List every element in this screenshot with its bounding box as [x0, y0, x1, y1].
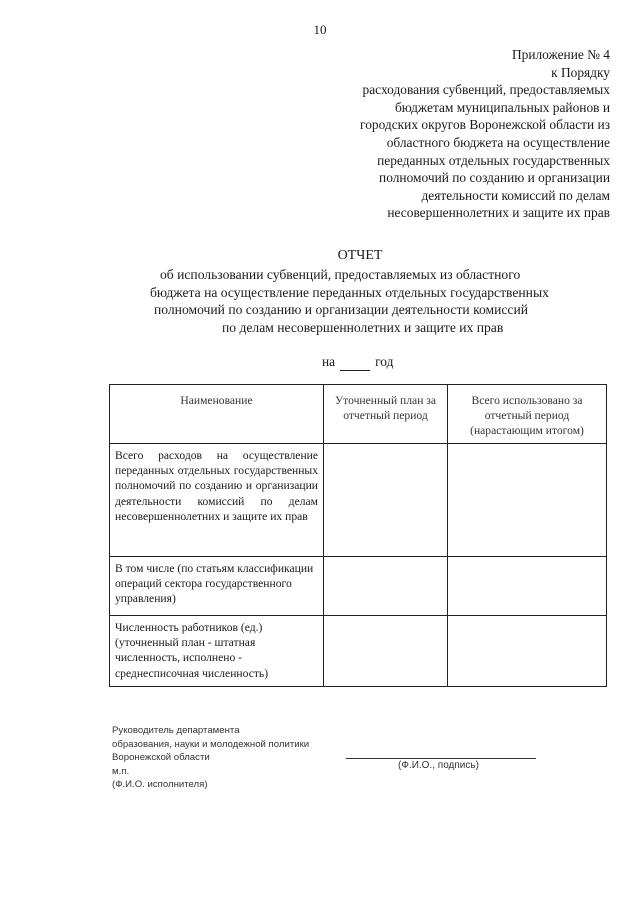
column-header-used: Всего использовано за отчетный период (нарастающим итогом) — [448, 385, 607, 444]
year-blank-field[interactable] — [340, 354, 370, 371]
report-table — [109, 384, 607, 687]
table-header-row — [110, 385, 607, 444]
row-name-text: В том числе (по статьям классификации операций сектора государственного управления) — [115, 562, 314, 606]
report-subtitle-line: по делам несовершеннолетних и защите их прав — [222, 319, 504, 335]
report-subtitle-line: полномочий по созданию и организации деятельности комиссий — [154, 302, 529, 317]
appendix-line: городских округов Воронежской области из — [360, 117, 610, 133]
signature-line: Руководитель департамента — [112, 725, 240, 736]
year-prefix: на — [322, 354, 336, 369]
column-header-plan: Уточненный план за отчетный период — [324, 385, 448, 444]
signature-block — [112, 724, 309, 792]
year-suffix: год — [375, 354, 394, 369]
appendix-line: полномочий по созданию и организации — [379, 170, 610, 186]
table-cell-used[interactable] — [448, 557, 607, 616]
table-row — [110, 616, 607, 687]
report-year-line — [322, 354, 393, 371]
row-name-text: Всего расходов на осуществление переданных отдельных государственных полномочий по созданию и организации деятельности комиссий по делам несовершеннолетних и защите их прав — [115, 449, 318, 523]
row-name-text: Численность работников (ед.) (уточненный план - штатная численность, исполнено - среднесписочная численность) — [115, 621, 269, 680]
fio-signature-label: (Ф.И.О., подпись) — [398, 760, 479, 771]
signature-line: (Ф.И.О. исполнителя) — [112, 779, 208, 791]
appendix-line: областного бюджета на осуществление — [386, 134, 610, 150]
table-cell-name — [110, 616, 324, 687]
table-cell-used[interactable] — [448, 444, 607, 557]
page-number: 10 — [313, 22, 327, 37]
report-title: ОТЧЕТ — [337, 248, 383, 263]
report-subtitle-line: бюджета на осуществление переданных отдельных государственных — [150, 284, 549, 300]
column-header-name: Наименование — [110, 385, 324, 444]
table-row — [110, 444, 607, 557]
appendix-line: Приложение № 4 — [511, 47, 610, 62]
appendix-header — [290, 46, 610, 222]
appendix-line: переданных отдельных государственных — [377, 152, 610, 168]
table-cell-plan[interactable] — [324, 444, 448, 557]
signature-line: м.п. — [112, 765, 130, 777]
appendix-line: расходования субвенций, предоставляемых — [362, 82, 610, 98]
table-cell-name — [110, 444, 324, 557]
signature-line: образования, науки и молодежной политики — [112, 738, 310, 750]
table-cell-plan[interactable] — [324, 557, 448, 616]
report-subtitle — [120, 266, 640, 336]
table-cell-plan[interactable] — [324, 616, 448, 687]
table-cell-used[interactable] — [448, 616, 607, 687]
appendix-line: несовершеннолетних и защите их прав — [387, 205, 610, 221]
signature-line: Воронежской области — [112, 752, 210, 764]
table-cell-name — [110, 557, 324, 616]
report-subtitle-line: об использовании субвенций, предоставляемых из областного — [160, 267, 521, 282]
appendix-line: к Порядку — [551, 64, 610, 80]
appendix-line: деятельности комиссий по делам — [421, 187, 610, 203]
table-row — [110, 557, 607, 616]
appendix-line: бюджетам муниципальных районов и — [394, 99, 610, 115]
signature-underline[interactable] — [346, 758, 536, 759]
